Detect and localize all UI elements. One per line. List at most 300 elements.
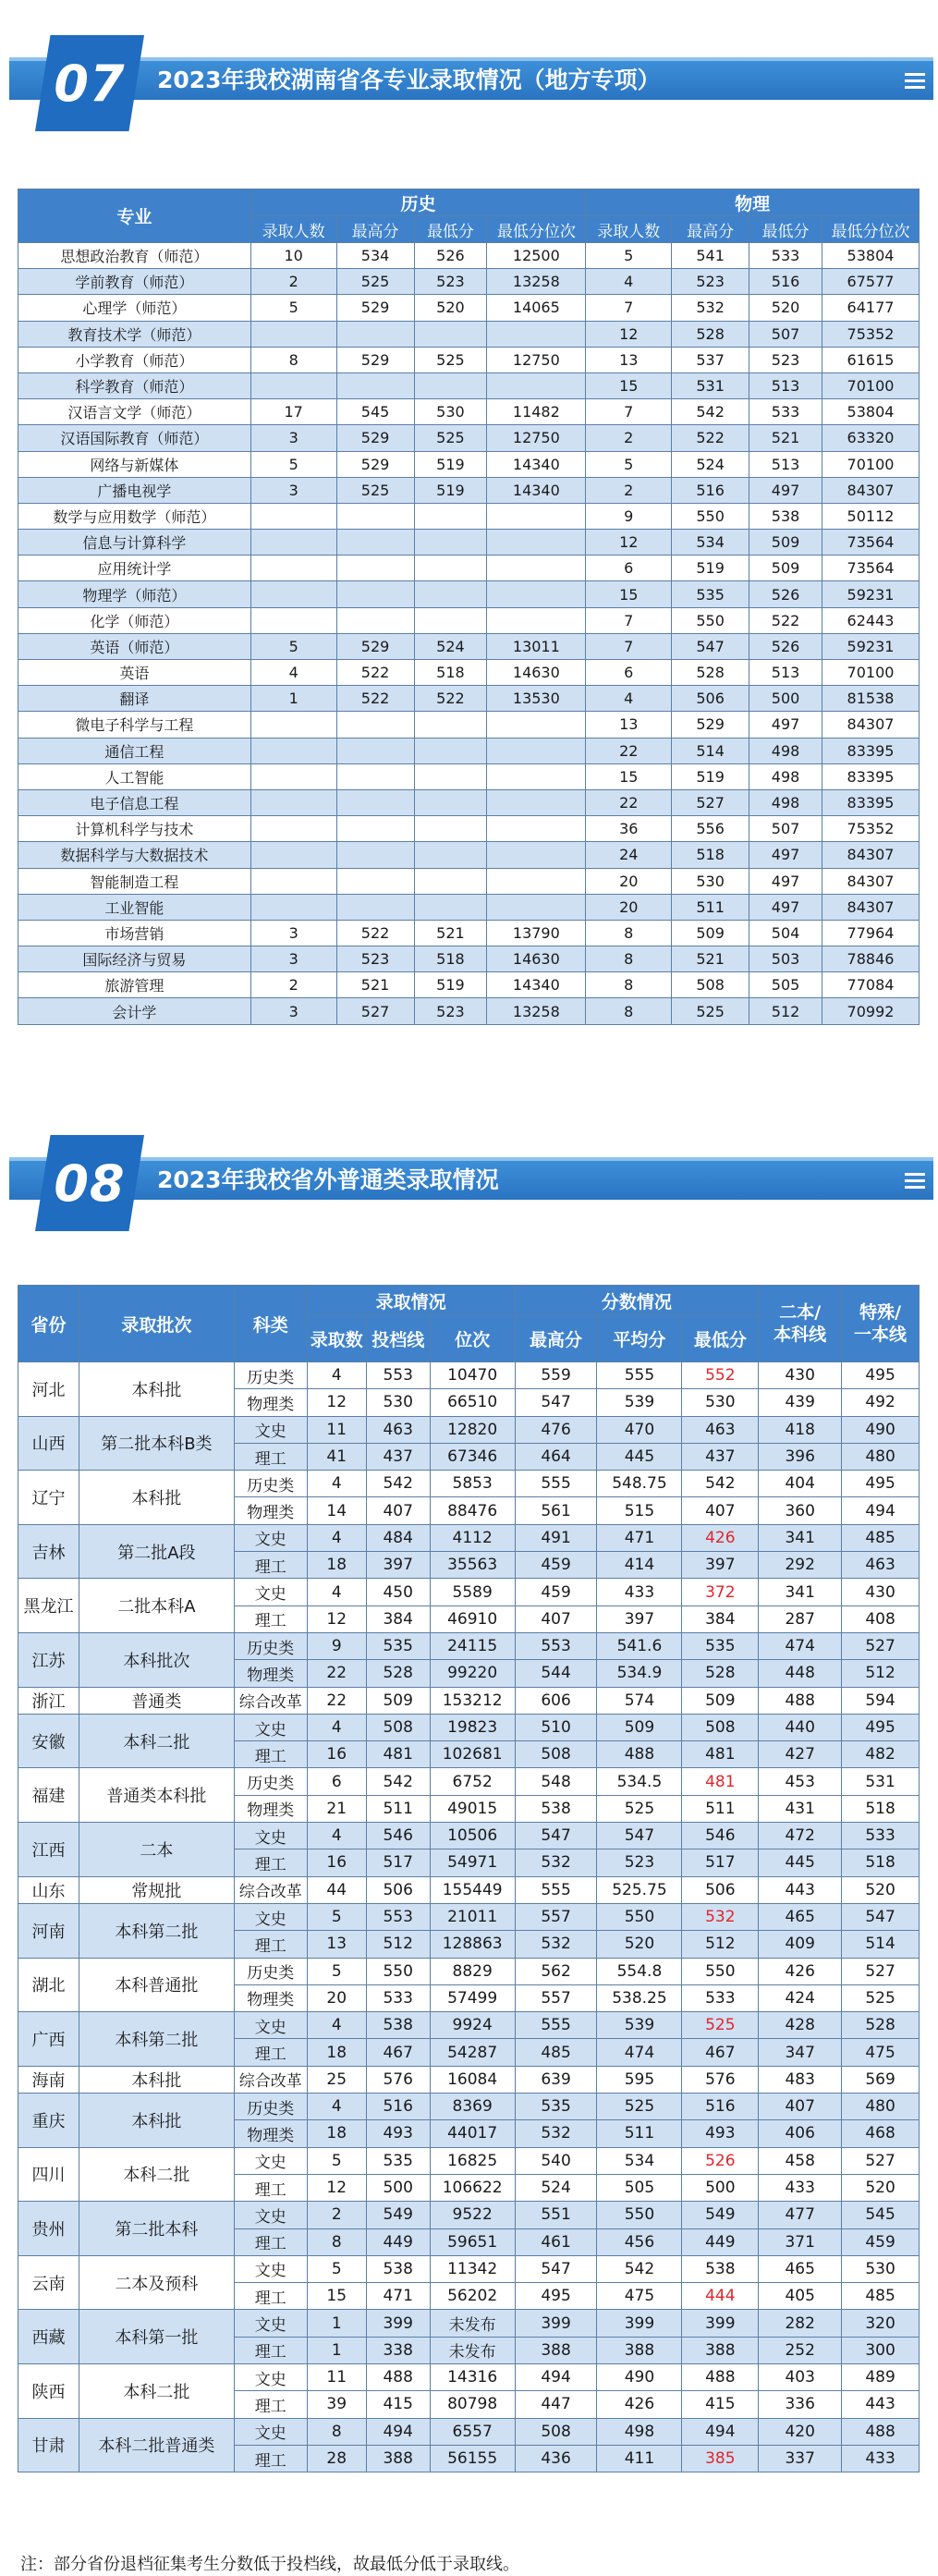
cell — [250, 816, 336, 842]
cell: 2 — [586, 425, 672, 451]
cell: 2 — [250, 972, 336, 998]
cell: 606 — [515, 1687, 597, 1714]
major-name: 人工智能 — [18, 763, 251, 789]
cell — [336, 789, 414, 815]
line1-cell: 459 — [842, 2228, 920, 2255]
cell: 59231 — [822, 581, 919, 607]
cell: 17 — [250, 399, 336, 425]
cell: 547 — [515, 2255, 597, 2282]
cell: 62443 — [822, 607, 919, 633]
line2-cell: 418 — [759, 1416, 842, 1443]
batch-cell: 本科二批普通类 — [79, 2418, 234, 2472]
cell: 13258 — [487, 998, 586, 1024]
line2-cell: 403 — [759, 2363, 842, 2390]
province-cell: 广西 — [18, 2012, 79, 2067]
major-name: 学前教育（师范） — [18, 269, 251, 295]
cell: 530 — [672, 868, 749, 894]
cell: 490 — [597, 2363, 682, 2390]
subject-cell: 文史 — [234, 2147, 307, 2174]
min-score-cell: 493 — [682, 2120, 759, 2147]
line2-cell: 439 — [759, 1389, 842, 1416]
subject-cell: 文史 — [234, 2012, 307, 2039]
cell: 530 — [414, 399, 487, 425]
cell: 532 — [515, 1931, 597, 1958]
major-name: 信息与计算科学 — [18, 530, 251, 555]
cell: 500 — [749, 686, 822, 712]
col-line2: 二本/ 本科线 — [759, 1286, 842, 1362]
cell: 505 — [749, 972, 822, 998]
cell — [336, 842, 414, 868]
cell: 13258 — [487, 269, 586, 295]
line1-cell: 545 — [842, 2202, 920, 2228]
col-header: 最低分位次 — [487, 216, 586, 243]
province-cell: 海南 — [18, 2066, 79, 2093]
line1-cell: 518 — [842, 1795, 920, 1822]
cell: 517 — [366, 1850, 430, 1876]
cell: 83395 — [822, 738, 919, 763]
cell: 64177 — [822, 295, 919, 321]
cell — [414, 763, 487, 789]
cell: 338 — [366, 2337, 430, 2363]
cell: 21 — [307, 1795, 366, 1822]
menu-icon[interactable] — [905, 61, 925, 100]
cell: 508 — [515, 2418, 597, 2445]
col-province: 省份 — [18, 1286, 79, 1362]
province-cell: 重庆 — [18, 2094, 79, 2148]
batch-cell: 第二批A段 — [79, 1524, 234, 1579]
batch-cell: 本科第二批 — [79, 1903, 234, 1958]
cell: 470 — [597, 1416, 682, 1443]
min-score-cell: 407 — [682, 1497, 759, 1524]
cell: 450 — [366, 1579, 430, 1605]
cell — [336, 738, 414, 763]
min-score-cell: 530 — [682, 1389, 759, 1416]
cell: 520 — [749, 295, 822, 321]
batch-cell: 二批本科A — [79, 1579, 234, 1633]
cell: 5 — [586, 451, 672, 477]
cell: 16 — [307, 1741, 366, 1768]
cell: 530 — [366, 1389, 430, 1416]
cell: 8 — [586, 946, 672, 972]
cell: 471 — [597, 1524, 682, 1551]
cell — [250, 738, 336, 763]
table-row — [18, 1714, 920, 1740]
line1-cell: 514 — [842, 1931, 920, 1958]
min-score-cell: 372 — [682, 1579, 759, 1605]
cell: 537 — [672, 347, 749, 372]
line2-cell: 431 — [759, 1795, 842, 1822]
subject-cell: 历史类 — [234, 1362, 307, 1389]
cell: 555 — [597, 1362, 682, 1389]
min-score-cell: 399 — [682, 2310, 759, 2337]
table-row — [18, 789, 920, 815]
cell: 523 — [414, 269, 487, 295]
table-row — [18, 399, 920, 425]
cell: 未发布 — [430, 2310, 515, 2337]
line1-cell: 482 — [842, 1741, 920, 1768]
cell: 88476 — [430, 1497, 515, 1524]
cell — [250, 868, 336, 894]
province-cell: 甘肃 — [18, 2418, 79, 2472]
cell: 525 — [597, 1795, 682, 1822]
cell: 557 — [515, 1984, 597, 2011]
cell — [336, 816, 414, 842]
subject-cell: 理工 — [234, 2039, 307, 2066]
cell: 525.75 — [597, 1876, 682, 1903]
table-row — [18, 243, 920, 269]
cell: 83395 — [822, 789, 919, 815]
line2-cell: 448 — [759, 1660, 842, 1687]
province-cell: 山西 — [18, 1416, 79, 1471]
cell: 546 — [366, 1823, 430, 1850]
cell: 488 — [366, 2363, 430, 2390]
line2-cell: 341 — [759, 1524, 842, 1551]
cell: 81538 — [822, 686, 919, 712]
province-cell: 辽宁 — [18, 1471, 79, 1525]
cell: 4 — [307, 1362, 366, 1389]
subject-cell: 物理类 — [234, 1497, 307, 1524]
min-score-cell: 535 — [682, 1632, 759, 1659]
cell: 12500 — [487, 243, 586, 269]
table-row — [18, 712, 920, 738]
cell: 12820 — [430, 1416, 515, 1443]
line1-cell: 485 — [842, 1524, 920, 1551]
line1-cell: 480 — [842, 1443, 920, 1470]
line2-cell: 433 — [759, 2174, 842, 2201]
line1-cell: 495 — [842, 1471, 920, 1497]
major-name: 计算机科学与技术 — [18, 816, 251, 842]
major-name: 英语 — [18, 660, 251, 686]
cell: 555 — [515, 2012, 597, 2039]
cell: 541 — [672, 243, 749, 269]
cell: 未发布 — [430, 2337, 515, 2363]
cell: 474 — [597, 2039, 682, 2066]
cell: 497 — [749, 868, 822, 894]
table-row — [18, 451, 920, 477]
cell: 13 — [586, 347, 672, 372]
cell — [487, 868, 586, 894]
batch-cell: 本科第一批 — [79, 2310, 234, 2364]
cell: 498 — [597, 2418, 682, 2445]
cell: 8829 — [430, 1958, 515, 1984]
cell: 3 — [250, 920, 336, 946]
cell: 6 — [586, 660, 672, 686]
cell: 73564 — [822, 530, 919, 555]
major-name: 国际经济与贸易 — [18, 946, 251, 972]
cell: 507 — [749, 321, 822, 347]
cell — [414, 555, 487, 581]
cell: 18 — [307, 1552, 366, 1579]
cell: 397 — [366, 1552, 430, 1579]
cell: 5 — [586, 243, 672, 269]
cell: 6752 — [430, 1768, 515, 1795]
cell: 523 — [749, 347, 822, 372]
min-score-cell: 528 — [682, 1660, 759, 1687]
min-score-cell: 549 — [682, 2202, 759, 2228]
cell: 529 — [336, 295, 414, 321]
cell: 538.25 — [597, 1984, 682, 2011]
cell: 4 — [307, 2094, 366, 2120]
cell — [250, 372, 336, 398]
col-header: 最低分 — [682, 1316, 759, 1362]
cell: 553 — [515, 1632, 597, 1659]
table-row — [18, 738, 920, 763]
col-header: 最低分 — [414, 216, 487, 243]
subject-cell: 历史类 — [234, 1768, 307, 1795]
line2-cell: 465 — [759, 1903, 842, 1930]
cell: 9522 — [430, 2202, 515, 2228]
province-cell: 吉林 — [18, 1524, 79, 1579]
line1-cell: 320 — [842, 2310, 920, 2337]
cell — [487, 372, 586, 398]
line2-cell: 282 — [759, 2310, 842, 2337]
cell: 14630 — [487, 660, 586, 686]
line1-cell: 520 — [842, 1876, 920, 1903]
cell — [487, 842, 586, 868]
col-line1: 特殊/ 一本线 — [842, 1286, 920, 1362]
batch-cell: 二本 — [79, 1823, 234, 1877]
table-row — [18, 1958, 920, 1984]
cell: 84307 — [822, 477, 919, 503]
section-title: 2023年我校省外普通类录取情况 — [157, 1166, 499, 1193]
cell: 14340 — [487, 451, 586, 477]
cell: 542 — [366, 1471, 430, 1497]
line1-cell: 430 — [842, 1579, 920, 1605]
cell: 512 — [749, 998, 822, 1024]
cell: 4 — [307, 2012, 366, 2039]
cell: 46910 — [430, 1605, 515, 1632]
subject-cell: 综合改革 — [234, 1876, 307, 1903]
cell: 525 — [414, 347, 487, 372]
cell: 18 — [307, 2120, 366, 2147]
cell — [414, 816, 487, 842]
cell: 12 — [307, 1389, 366, 1416]
cell — [250, 842, 336, 868]
cell — [250, 321, 336, 347]
cell: 13 — [307, 1931, 366, 1958]
batch-cell: 第二批本科B类 — [79, 1416, 234, 1471]
cell: 535 — [672, 581, 749, 607]
cell: 511 — [597, 2120, 682, 2147]
major-name: 汉语国际教育（师范） — [18, 425, 251, 451]
cell: 542 — [366, 1768, 430, 1795]
cell: 8 — [586, 972, 672, 998]
cell: 509 — [749, 555, 822, 581]
cell: 522 — [336, 686, 414, 712]
cell — [414, 372, 487, 398]
cell: 515 — [597, 1497, 682, 1524]
cell: 506 — [672, 686, 749, 712]
cell: 4 — [307, 1823, 366, 1850]
cell: 493 — [366, 2120, 430, 2147]
cell: 384 — [366, 1605, 430, 1632]
cell: 106622 — [430, 2174, 515, 2201]
line1-cell: 520 — [842, 2174, 920, 2201]
major-name: 旅游管理 — [18, 972, 251, 998]
min-score-cell: 506 — [682, 1876, 759, 1903]
cell: 8 — [307, 2228, 366, 2255]
line1-cell: 300 — [842, 2337, 920, 2363]
table-row — [18, 1362, 920, 1389]
cell: 11482 — [487, 399, 586, 425]
cell: 504 — [749, 920, 822, 946]
cell — [250, 607, 336, 633]
cell: 464 — [515, 1443, 597, 1470]
cell: 1 — [307, 2310, 366, 2337]
col-header: 位次 — [430, 1316, 515, 1362]
cell: 24 — [586, 842, 672, 868]
line2-cell: 424 — [759, 1984, 842, 2011]
group-scores: 分数情况 — [515, 1286, 759, 1316]
cell: 531 — [672, 372, 749, 398]
cell: 525 — [597, 2094, 682, 2120]
cell: 5 — [250, 633, 336, 659]
cell: 550 — [597, 1903, 682, 1930]
cell — [487, 503, 586, 529]
line2-cell: 428 — [759, 2012, 842, 2039]
cell: 15 — [586, 372, 672, 398]
cell: 497 — [749, 477, 822, 503]
subject-cell: 物理类 — [234, 1795, 307, 1822]
cell: 555 — [515, 1471, 597, 1497]
table-row — [18, 894, 920, 920]
cell: 550 — [366, 1958, 430, 1984]
cell: 12 — [307, 2174, 366, 2201]
cell: 399 — [366, 2310, 430, 2337]
cell: 550 — [597, 2202, 682, 2228]
col-major: 专业 — [18, 189, 251, 243]
cell: 14 — [307, 1497, 366, 1524]
cell: 2 — [307, 2202, 366, 2228]
cell: 481 — [366, 1741, 430, 1768]
cell: 488 — [597, 1741, 682, 1768]
major-name: 应用统计学 — [18, 555, 251, 581]
subject-cell: 文史 — [234, 2255, 307, 2282]
cell: 538 — [366, 2255, 430, 2282]
line2-cell: 472 — [759, 1823, 842, 1850]
cell — [487, 555, 586, 581]
line1-cell: 468 — [842, 2120, 920, 2147]
cell: 407 — [366, 1497, 430, 1524]
table-row — [18, 2418, 920, 2445]
col-header: 录取人数 — [250, 216, 336, 243]
table-row — [18, 347, 920, 372]
cell: 516 — [749, 269, 822, 295]
cell: 533 — [749, 243, 822, 269]
cell: 534 — [597, 2147, 682, 2174]
cell: 522 — [336, 660, 414, 686]
cell: 63320 — [822, 425, 919, 451]
cell: 5 — [250, 295, 336, 321]
min-score-cell: 546 — [682, 1823, 759, 1850]
cell: 509 — [672, 920, 749, 946]
cell: 524 — [414, 633, 487, 659]
cell: 8 — [307, 2418, 366, 2445]
min-score-cell: 437 — [682, 1443, 759, 1470]
cell: 12750 — [487, 347, 586, 372]
line1-cell: 463 — [842, 1552, 920, 1579]
min-score-cell: 384 — [682, 1605, 759, 1632]
cell: 9 — [586, 503, 672, 529]
col-header: 录取人数 — [586, 216, 672, 243]
min-score-cell: 481 — [682, 1741, 759, 1768]
major-name: 教育技术学（师范） — [18, 321, 251, 347]
cell: 59651 — [430, 2228, 515, 2255]
cell — [487, 789, 586, 815]
cell: 511 — [672, 894, 749, 920]
cell: 503 — [749, 946, 822, 972]
cell — [414, 607, 487, 633]
province-cell: 江西 — [18, 1823, 79, 1877]
cell: 54287 — [430, 2039, 515, 2066]
min-score-cell: 517 — [682, 1850, 759, 1876]
cell: 433 — [597, 1579, 682, 1605]
subject-cell: 理工 — [234, 1850, 307, 1876]
cell: 13011 — [487, 633, 586, 659]
menu-icon[interactable] — [905, 1161, 925, 1200]
cell: 59231 — [822, 633, 919, 659]
cell: 36 — [586, 816, 672, 842]
min-score-cell: 509 — [682, 1687, 759, 1714]
table-row — [18, 1876, 920, 1903]
major-name: 工业智能 — [18, 894, 251, 920]
line1-cell: 512 — [842, 1660, 920, 1687]
table-row — [18, 1524, 920, 1551]
line2-cell: 337 — [759, 2445, 842, 2472]
cell: 456 — [597, 2228, 682, 2255]
line2-cell: 443 — [759, 1876, 842, 1903]
cell: 525 — [336, 269, 414, 295]
cell: 67577 — [822, 269, 919, 295]
cell: 513 — [749, 372, 822, 398]
line2-cell: 453 — [759, 1768, 842, 1795]
major-name: 翻译 — [18, 686, 251, 712]
cell: 526 — [749, 581, 822, 607]
cell: 50112 — [822, 503, 919, 529]
cell — [414, 894, 487, 920]
subject-cell: 理工 — [234, 1443, 307, 1470]
cell — [336, 372, 414, 398]
table-row — [18, 295, 920, 321]
cell: 497 — [749, 842, 822, 868]
line2-cell: 347 — [759, 2039, 842, 2066]
table-row — [18, 425, 920, 451]
cell: 510 — [515, 1714, 597, 1740]
cell: 526 — [414, 243, 487, 269]
major-name: 市场营销 — [18, 920, 251, 946]
subject-cell: 理工 — [234, 2445, 307, 2472]
line2-cell: 406 — [759, 2120, 842, 2147]
cell: 529 — [336, 425, 414, 451]
cell — [487, 712, 586, 738]
province-cell: 贵州 — [18, 2202, 79, 2256]
cell: 84307 — [822, 894, 919, 920]
batch-cell: 本科第二批 — [79, 2012, 234, 2067]
line1-cell: 494 — [842, 1497, 920, 1524]
cell: 4 — [307, 1714, 366, 1740]
batch-cell: 本科普通批 — [79, 1958, 234, 2012]
province-cell: 江苏 — [18, 1632, 79, 1687]
cell: 445 — [597, 1443, 682, 1470]
line1-cell: 489 — [842, 2363, 920, 2390]
cell: 545 — [336, 399, 414, 425]
cell: 556 — [672, 816, 749, 842]
cell: 6 — [586, 555, 672, 581]
cell — [336, 712, 414, 738]
cell: 553 — [366, 1362, 430, 1389]
cell: 70992 — [822, 998, 919, 1024]
cell: 449 — [366, 2228, 430, 2255]
